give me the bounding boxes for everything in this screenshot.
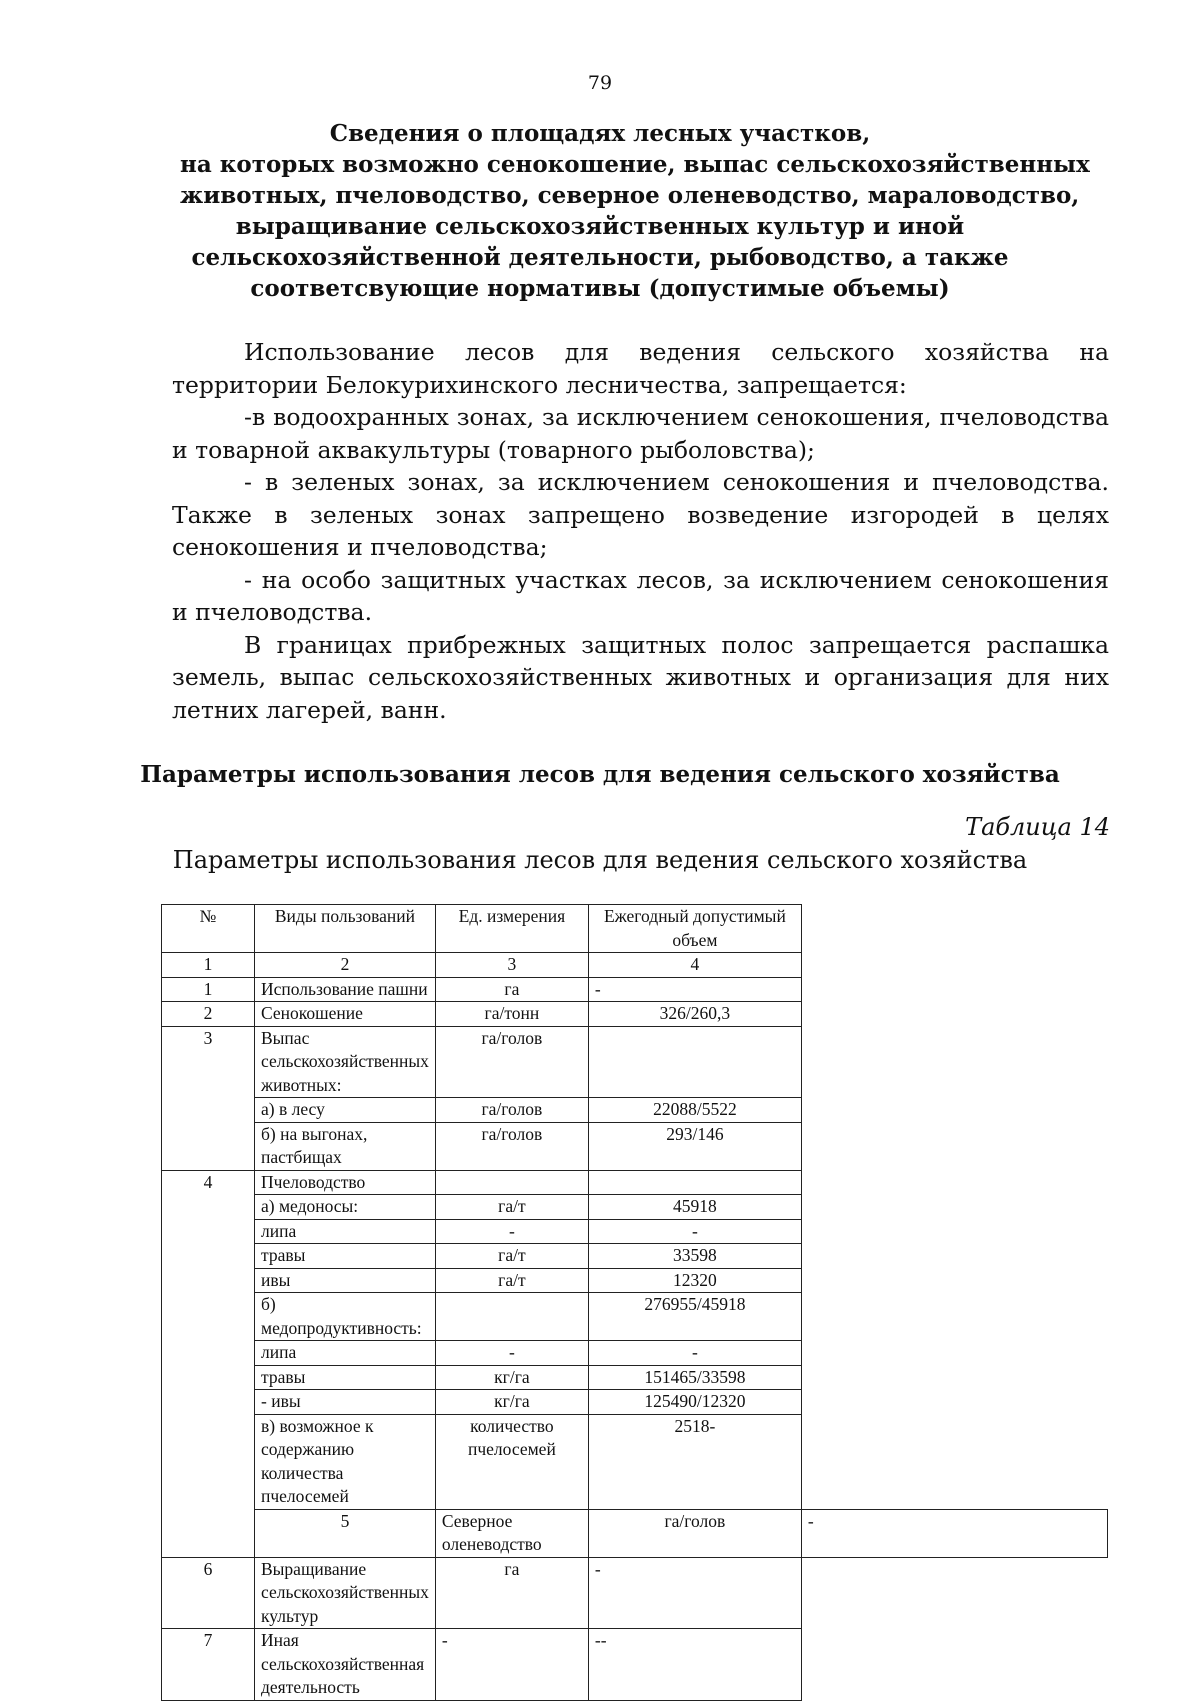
table-cell: травы bbox=[255, 1365, 436, 1390]
table-row bbox=[162, 1122, 1108, 1170]
table-cell: 5 bbox=[255, 1509, 436, 1557]
table-row bbox=[162, 1365, 1108, 1390]
paragraph: В границах прибрежных защитных полос запрещается распашка земель, выпас сельскохозяйственных животных и организация для них летних лагерей, ванн. bbox=[172, 630, 1109, 724]
table-row bbox=[162, 1268, 1108, 1293]
header-cell: Ежегодный допустимый объем bbox=[588, 905, 801, 953]
table-cell: 2518- bbox=[588, 1414, 801, 1509]
table-cell: Выращивание сельскохозяйственных культур bbox=[255, 1557, 436, 1629]
table-cell: - bbox=[435, 1341, 588, 1366]
column-number-cell: 3 bbox=[435, 953, 588, 978]
table-row bbox=[162, 977, 1108, 1002]
column-number-row bbox=[162, 953, 1108, 978]
table-cell: а) медоносы: bbox=[255, 1195, 436, 1220]
table-cell: 125490/12320 bbox=[588, 1390, 801, 1415]
header-cell: Виды пользований bbox=[255, 905, 436, 953]
table-cell: Северное оленеводство bbox=[435, 1509, 588, 1557]
table-header-row bbox=[162, 905, 1108, 953]
table-cell: 12320 bbox=[588, 1268, 801, 1293]
table-cell: 1 bbox=[162, 977, 255, 1002]
heading-line: соответсвующие нормативы (допустимые объемы) bbox=[250, 275, 950, 302]
paragraph: -в водоохранных зонах, за исключением сенокошения, пчеловодства и товарной аквакультуры (товарного рыболовства); bbox=[172, 403, 1109, 464]
column-number-cell: 1 bbox=[162, 953, 255, 978]
table-row bbox=[162, 1414, 1108, 1509]
table-cell bbox=[435, 1293, 588, 1341]
table-cell: травы bbox=[255, 1244, 436, 1269]
table-cell bbox=[435, 1170, 588, 1195]
document-heading bbox=[180, 118, 1090, 304]
table-cell: липа bbox=[255, 1219, 436, 1244]
table-cell: 45918 bbox=[588, 1195, 801, 1220]
section-title: Параметры использования лесов для ведения сельского хозяйства bbox=[140, 761, 1060, 788]
table-cell: 276955/45918 bbox=[588, 1293, 801, 1341]
table-row bbox=[162, 1244, 1108, 1269]
table-cell: га/т bbox=[435, 1244, 588, 1269]
table-cell: -- bbox=[588, 1629, 801, 1701]
page-number: 79 bbox=[587, 72, 613, 94]
header-cell: № bbox=[162, 905, 255, 953]
table-row bbox=[162, 1219, 1108, 1244]
heading-line: животных, пчеловодство, северное оленеводство, мараловодство, bbox=[180, 182, 1080, 209]
table-cell: - bbox=[588, 977, 801, 1002]
header-cell: Ед. измерения bbox=[435, 905, 588, 953]
table-row bbox=[162, 1509, 1108, 1557]
table-row bbox=[162, 1026, 1108, 1098]
table-cell: 33598 bbox=[588, 1244, 801, 1269]
table-row bbox=[162, 1341, 1108, 1366]
table-cell: Иная сельскохозяйственная деятельность bbox=[255, 1629, 436, 1701]
paragraph: - в зеленых зонах, за исключением сенокошения и пчеловодства. Также в зеленых зонах запрещено возведение изгородей в целях сенокошения и пчеловодства; bbox=[172, 468, 1109, 561]
table-cell: га/т bbox=[435, 1268, 588, 1293]
table-cell: Сенокошение bbox=[255, 1002, 436, 1027]
table-cell: га/т bbox=[435, 1195, 588, 1220]
table-cell: 7 bbox=[162, 1629, 255, 1701]
table-cell: - bbox=[588, 1219, 801, 1244]
body-text bbox=[172, 336, 1109, 726]
table-cell: га/голов bbox=[435, 1026, 588, 1098]
table-cell: 3 bbox=[162, 1026, 255, 1170]
table-cell: 151465/33598 bbox=[588, 1365, 801, 1390]
table-row bbox=[162, 1390, 1108, 1415]
table-cell: га bbox=[435, 977, 588, 1002]
table-cell: - bbox=[435, 1219, 588, 1244]
paragraph: Использование лесов для ведения сельского хозяйства на территории Белокурихинского лесничества, запрещается: bbox=[172, 338, 1109, 399]
table-cell: 2 bbox=[162, 1002, 255, 1027]
heading-line: выращивание сельскохозяйственных культур и иной bbox=[235, 213, 965, 240]
table-row bbox=[162, 1098, 1108, 1123]
table-row bbox=[162, 1629, 1108, 1701]
table-row bbox=[162, 1293, 1108, 1341]
table-label: Таблица 14 bbox=[965, 813, 1110, 841]
parameters-table bbox=[161, 904, 1108, 1701]
table-cell: б) на выгонах, пастбищах bbox=[255, 1122, 436, 1170]
heading-line: Сведения о площадях лесных участков, bbox=[329, 120, 871, 147]
table-cell: - bbox=[801, 1509, 1107, 1557]
column-number-cell: 2 bbox=[255, 953, 436, 978]
table-cell: б) медопродуктивность: bbox=[255, 1293, 436, 1341]
table-cell: - bbox=[588, 1557, 801, 1629]
table-row bbox=[162, 1002, 1108, 1027]
table-cell: 22088/5522 bbox=[588, 1098, 801, 1123]
table-row bbox=[162, 1557, 1108, 1629]
table-cell bbox=[588, 1170, 801, 1195]
table-cell: Пчеловодство bbox=[255, 1170, 436, 1195]
table-cell bbox=[588, 1026, 801, 1098]
table-cell: - ивы bbox=[255, 1390, 436, 1415]
heading-line: на которых возможно сенокошение, выпас сельскохозяйственных bbox=[180, 151, 1090, 178]
table-cell: количество пчелосемей bbox=[435, 1414, 588, 1509]
table-cell: га/голов bbox=[435, 1098, 588, 1123]
table-cell: - bbox=[588, 1341, 801, 1366]
heading-line: сельскохозяйственной деятельности, рыбоводство, а также bbox=[191, 244, 1009, 271]
table-row bbox=[162, 1195, 1108, 1220]
table-cell: га/голов bbox=[588, 1509, 801, 1557]
table-cell: липа bbox=[255, 1341, 436, 1366]
paragraph: - на особо защитных участках лесов, за исключением сенокошения и пчеловодства. bbox=[172, 565, 1109, 626]
table-cell: га bbox=[435, 1557, 588, 1629]
table-cell: 293/146 bbox=[588, 1122, 801, 1170]
table-cell: кг/га bbox=[435, 1390, 588, 1415]
table-cell: - bbox=[435, 1629, 588, 1701]
table-row bbox=[162, 1170, 1108, 1195]
table-cell: кг/га bbox=[435, 1365, 588, 1390]
table-cell: 6 bbox=[162, 1557, 255, 1629]
table-cell: 326/260,3 bbox=[588, 1002, 801, 1027]
table-caption: Параметры использования лесов для ведения сельского хозяйства bbox=[172, 846, 1028, 874]
table-cell: а) в лесу bbox=[255, 1098, 436, 1123]
column-number-cell: 4 bbox=[588, 953, 801, 978]
table-cell: га/голов bbox=[435, 1122, 588, 1170]
table-cell: га/тонн bbox=[435, 1002, 588, 1027]
table-cell: Выпас сельскохозяйственных животных: bbox=[255, 1026, 436, 1098]
table-cell: в) возможное к содержанию количества пчелосемей bbox=[255, 1414, 436, 1509]
table-cell: Использование пашни bbox=[255, 977, 436, 1002]
table-cell: ивы bbox=[255, 1268, 436, 1293]
table-cell: 4 bbox=[162, 1170, 255, 1557]
